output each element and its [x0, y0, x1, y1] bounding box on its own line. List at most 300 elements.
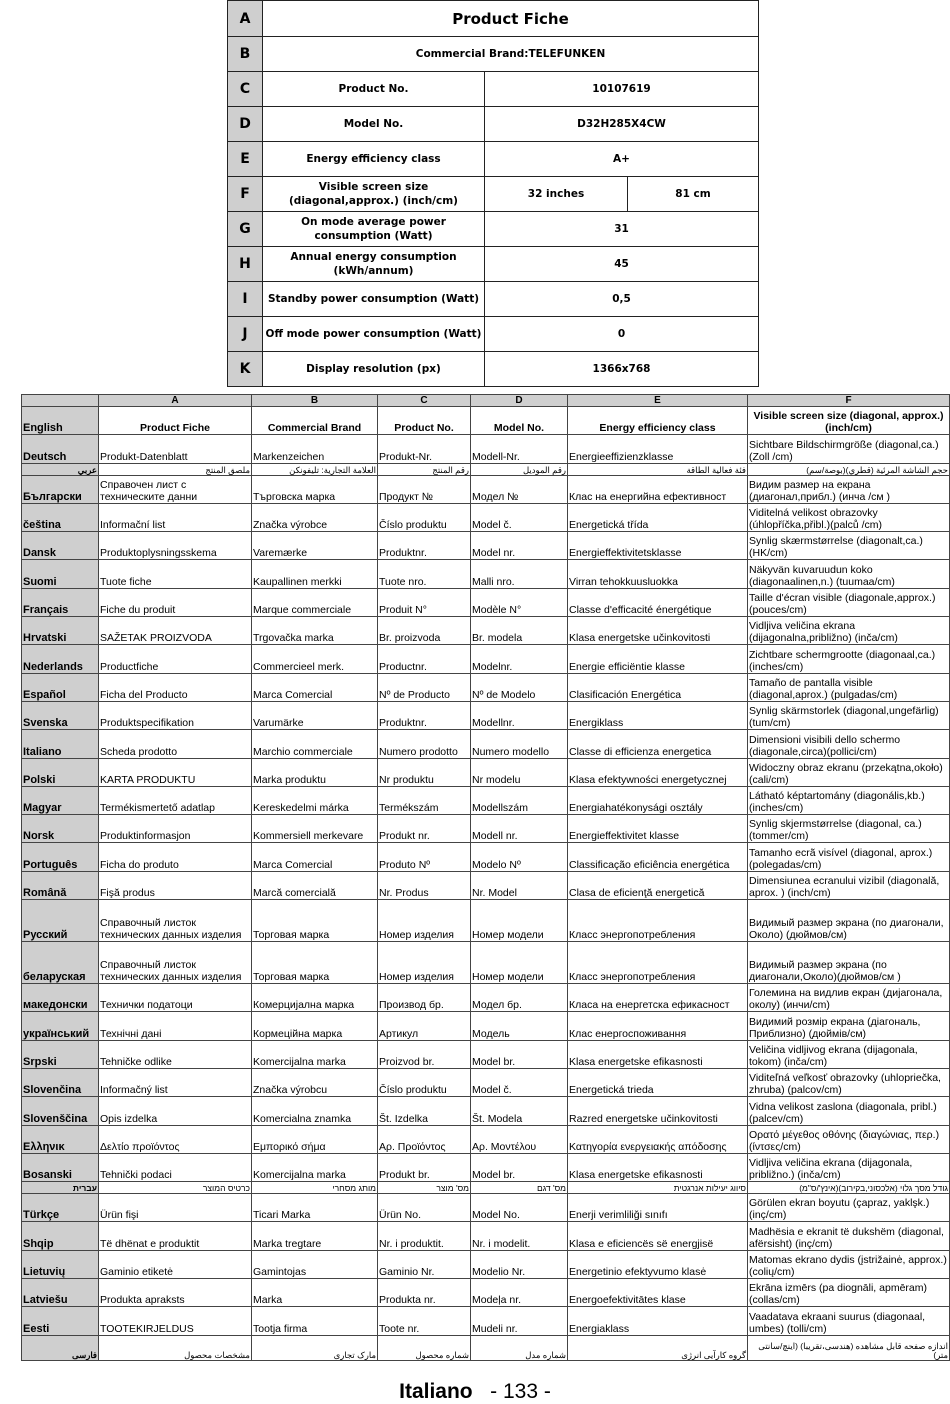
- translation-cell-b: Trgovačka marka: [252, 617, 378, 645]
- column-letter: F: [748, 395, 950, 407]
- translation-cell-d: Nr modelu: [471, 758, 568, 786]
- translation-cell-b: Ticari Marka: [252, 1194, 378, 1222]
- translation-cell-c: Номер изделия: [378, 900, 471, 942]
- language-row: [22, 645, 950, 673]
- translation-cell-b: Značka výrobce: [252, 503, 378, 531]
- translation-cell-a: Tehnički podaci: [99, 1153, 252, 1181]
- translation-cell-d: מס' דגם: [471, 1182, 568, 1194]
- language-row: [22, 871, 950, 899]
- fiche-row-letter: I: [228, 282, 263, 317]
- fiche-row: [228, 37, 759, 72]
- translation-cell-b: Kommersiell merkevare: [252, 815, 378, 843]
- translation-cell-f: Vidna velikost zaslona (diagonala, pribl.) (palcev/cm): [748, 1097, 950, 1125]
- fiche-row: [228, 317, 759, 352]
- translation-cell-f: Видимий розмір екрана (діагональ, Приблизно) (дюймів/см): [748, 1012, 950, 1040]
- language-name: Français: [22, 588, 99, 616]
- translation-cell-a: Технічні дані: [99, 1012, 252, 1040]
- translation-cell-d: Nº de Modelo: [471, 673, 568, 701]
- translation-cell-c: Gaminio Nr.: [378, 1250, 471, 1278]
- translation-cell-c: Produkta nr.: [378, 1279, 471, 1307]
- translation-cell-c: Termékszám: [378, 786, 471, 814]
- translation-cell-f: Ekrāna izmērs (pa diognāli, apmēram) (collas/cm): [748, 1279, 950, 1307]
- translation-cell-d: Номер модели: [471, 900, 568, 942]
- translation-cell-b: Commercieel merk.: [252, 645, 378, 673]
- translation-cell-e: Energoefektivitātes klase: [568, 1279, 748, 1307]
- fiche-row-value: 31: [485, 212, 759, 247]
- language-name: Lietuvių: [22, 1250, 99, 1278]
- language-name: Română: [22, 871, 99, 899]
- translation-cell-b: Комерцијална марка: [252, 984, 378, 1012]
- translation-cell-a: Справочный листок технических данных изделия: [99, 942, 252, 984]
- translation-cell-b: Marchio commerciale: [252, 730, 378, 758]
- translation-cell-f: Viditelná velikost obrazovky (úhlopříčka,přibl.)(palců /cm): [748, 503, 950, 531]
- fiche-row: [228, 72, 759, 107]
- fiche-row-label: Off mode power consumption (Watt): [263, 317, 485, 352]
- language-row: [22, 843, 950, 871]
- translation-cell-c: Nr. Produs: [378, 871, 471, 899]
- translation-cell-d: Модель: [471, 1012, 568, 1040]
- translation-cell-c: Product No.: [378, 407, 471, 435]
- language-name: Slovenščina: [22, 1097, 99, 1125]
- translation-cell-f: Görülen ekran boyutu (çapraz, yaklşk.) (inç/cm): [748, 1194, 950, 1222]
- translation-cell-a: Ficha do produto: [99, 843, 252, 871]
- language-row: [22, 1040, 950, 1068]
- translation-cell-d: Modellszám: [471, 786, 568, 814]
- page-footer: [0, 1380, 950, 1404]
- translation-cell-c: Продукт №: [378, 475, 471, 503]
- fiche-row: [228, 247, 759, 282]
- fiche-row-label: Product Fiche: [263, 1, 759, 37]
- translation-cell-f: Видимый размер экрана (по диагонали, Около) (дюймов/см): [748, 900, 950, 942]
- translation-cell-d: Modellnr.: [471, 701, 568, 729]
- translation-cell-f: Viditeľná veľkosť obrazovky (uhlopriečka, zhruba) (palcov/cm): [748, 1068, 950, 1096]
- translation-cell-d: Model No.: [471, 1194, 568, 1222]
- language-row: [22, 1194, 950, 1222]
- translation-cell-f: Widoczny obraz ekranu (przekątna,około)(cali/cm): [748, 758, 950, 786]
- translation-cell-b: Торговая марка: [252, 942, 378, 984]
- language-row: [22, 1250, 950, 1278]
- translation-cell-f: Tamanho ecrã visível (diagonal, aprox.) (polegadas/cm): [748, 843, 950, 871]
- translation-cell-a: Produktspecifikation: [99, 701, 252, 729]
- fiche-row-letter: A: [228, 1, 263, 37]
- translation-cell-b: Tootja firma: [252, 1307, 378, 1335]
- language-row: [22, 758, 950, 786]
- translation-cell-c: Proizvod br.: [378, 1040, 471, 1068]
- translation-cell-c: Číslo produktu: [378, 1068, 471, 1096]
- fiche-row-letter: K: [228, 352, 263, 387]
- fiche-row-letter: B: [228, 37, 263, 72]
- translation-cell-b: Markenzeichen: [252, 435, 378, 463]
- language-name: Svenska: [22, 701, 99, 729]
- translation-cell-a: TOOTEKIRJELDUS: [99, 1307, 252, 1335]
- translation-cell-d: Model č.: [471, 503, 568, 531]
- language-row: [22, 1097, 950, 1125]
- language-row: [22, 984, 950, 1012]
- translation-cell-f: اندازه صفحه قابل مشاهده (هندسی،تقریبا) (اینچ/سانتی متر): [748, 1335, 950, 1360]
- translation-cell-c: Артикул: [378, 1012, 471, 1040]
- translation-cell-a: Tuote fiche: [99, 560, 252, 588]
- translation-cell-b: Komercialna znamka: [252, 1097, 378, 1125]
- fiche-row: [228, 1, 759, 37]
- translation-cell-b: العلامة التجارية: تليفونكن: [252, 463, 378, 475]
- translation-cell-c: Nº de Producto: [378, 673, 471, 701]
- translation-cell-d: Модел бр.: [471, 984, 568, 1012]
- translation-cell-b: Varumärke: [252, 701, 378, 729]
- translation-cell-d: Модел №: [471, 475, 568, 503]
- fiche-row-value: 45: [485, 247, 759, 282]
- translation-cell-d: Model No.: [471, 407, 568, 435]
- translation-cell-d: شماره مدل: [471, 1335, 568, 1360]
- translation-cell-b: Značka výrobcu: [252, 1068, 378, 1096]
- translation-cell-b: Εμπορικό σήμα: [252, 1125, 378, 1153]
- translation-cell-b: Marka tregtare: [252, 1222, 378, 1250]
- language-row: [22, 1335, 950, 1360]
- language-row: [22, 1182, 950, 1194]
- translation-cell-e: Energie efficiëntie klasse: [568, 645, 748, 673]
- translation-cell-f: Synlig skärmstorlek (diagonal,ungefärlig) (tum/cm): [748, 701, 950, 729]
- translation-cell-c: Tuote nro.: [378, 560, 471, 588]
- language-row: [22, 730, 950, 758]
- translation-cell-d: Model nr.: [471, 532, 568, 560]
- translation-cell-c: رقم المنتج: [378, 463, 471, 475]
- fiche-row-letter: H: [228, 247, 263, 282]
- translation-cell-b: Marca Comercial: [252, 673, 378, 701]
- translation-cell-c: Číslo produktu: [378, 503, 471, 531]
- translation-cell-f: Ορατό μέγεθος οθόνης (διαγώνιας, περ.) (ίντσες/cm): [748, 1125, 950, 1153]
- language-name: عربي: [22, 463, 99, 475]
- language-row: [22, 588, 950, 616]
- language-row: [22, 900, 950, 942]
- translation-cell-a: Fişă produs: [99, 871, 252, 899]
- language-row: [22, 1222, 950, 1250]
- language-row: [22, 1068, 950, 1096]
- fiche-row: [228, 282, 759, 317]
- language-row: [22, 942, 950, 984]
- fiche-row-letter: C: [228, 72, 263, 107]
- translation-cell-f: Näkyvän kuvaruudun koko (diagonaalinen,n.) (tuumaa/cm): [748, 560, 950, 588]
- translation-cell-a: ملصق المنتج: [99, 463, 252, 475]
- fiche-row: [228, 352, 759, 387]
- translation-cell-a: Termékismertető adatlap: [99, 786, 252, 814]
- language-row: [22, 463, 950, 475]
- fiche-row: [228, 142, 759, 177]
- translation-cell-b: Komercijalna marka: [252, 1153, 378, 1181]
- translation-cell-d: Modelio Nr.: [471, 1250, 568, 1278]
- fiche-row-label: Product No.: [263, 72, 485, 107]
- fiche-row-value: 32 inches: [485, 177, 628, 212]
- fiche-row-label: Display resolution (px): [263, 352, 485, 387]
- translation-cell-a: Справочный листок технических данных изделия: [99, 900, 252, 942]
- fiche-row-label: Annual energy consumption (kWh/annum): [263, 247, 485, 282]
- language-row: [22, 786, 950, 814]
- language-row: [22, 560, 950, 588]
- translation-cell-f: Vidljiva veličina ekrana (dijagonalna,približno) (inča/cm): [748, 617, 950, 645]
- language-name: English: [22, 407, 99, 435]
- translation-cell-f: Dimensioni visibili dello schermo (diagonale,circa)(pollici/cm): [748, 730, 950, 758]
- translation-cell-d: Modelo Nº: [471, 843, 568, 871]
- translation-cell-c: Br. proizvoda: [378, 617, 471, 645]
- language-name: Suomi: [22, 560, 99, 588]
- translation-cell-f: Látható képtartomány (diagonális,kb.) (inches/cm): [748, 786, 950, 814]
- translation-cell-d: Modell nr.: [471, 815, 568, 843]
- translation-cell-a: Ficha del Producto: [99, 673, 252, 701]
- language-name: Deutsch: [22, 435, 99, 463]
- language-name: čeština: [22, 503, 99, 531]
- translation-cell-b: Marca Comercial: [252, 843, 378, 871]
- translation-cell-e: Virran tehokkuusluokka: [568, 560, 748, 588]
- translation-cell-c: Produkt br.: [378, 1153, 471, 1181]
- translation-cell-e: Energetická třída: [568, 503, 748, 531]
- corner-cell: [22, 395, 99, 407]
- translation-cell-f: Видим размер на екрана (диагонал,прибл.) (инча /см ): [748, 475, 950, 503]
- translation-cell-c: Nr produktu: [378, 758, 471, 786]
- translation-cell-a: Справочен лист с техническите данни: [99, 475, 252, 503]
- fiche-row: [228, 212, 759, 247]
- translation-cell-b: Търговска марка: [252, 475, 378, 503]
- translation-cell-c: Nr. i produktit.: [378, 1222, 471, 1250]
- translation-cell-c: Št. Izdelka: [378, 1097, 471, 1125]
- translation-cell-c: شماره محصول: [378, 1335, 471, 1360]
- translation-cell-a: Productfiche: [99, 645, 252, 673]
- translation-cell-f: Големина на видлив екран (дијагонала, околу) (инчи/cm): [748, 984, 950, 1012]
- translation-cell-e: Класа на енергетска ефикасност: [568, 984, 748, 1012]
- translation-cell-a: Scheda prodotto: [99, 730, 252, 758]
- translation-cell-e: Клас на енергийна ефективност: [568, 475, 748, 503]
- translation-cell-e: Energiaklass: [568, 1307, 748, 1335]
- translation-cell-c: Produit N°: [378, 588, 471, 616]
- translation-cell-d: Modelnr.: [471, 645, 568, 673]
- column-letter: E: [568, 395, 748, 407]
- language-row: [22, 815, 950, 843]
- translation-cell-a: Produkt-Datenblatt: [99, 435, 252, 463]
- translation-cell-d: Br. modela: [471, 617, 568, 645]
- translation-cell-f: Synlig skjermstørrelse (diagonal, ca.) (tommer/cm): [748, 815, 950, 843]
- language-row: [22, 503, 950, 531]
- language-name: македонски: [22, 984, 99, 1012]
- fiche-row-label: Commercial Brand:TELEFUNKEN: [263, 37, 759, 72]
- translation-cell-e: Energieeffizienzklasse: [568, 435, 748, 463]
- language-row: [22, 1153, 950, 1181]
- translation-cell-e: Energiklass: [568, 701, 748, 729]
- translation-cell-f: حجم الشاشة المرئية (قطري)(بوصة/سم): [748, 463, 950, 475]
- translation-cell-b: Kereskedelmi márka: [252, 786, 378, 814]
- translation-cell-e: Classe d'efficacité énergétique: [568, 588, 748, 616]
- fiche-row-value: 0: [485, 317, 759, 352]
- translation-cell-c: Produkt nr.: [378, 815, 471, 843]
- translation-cell-e: Classificação eficiência energética: [568, 843, 748, 871]
- translation-cell-d: Modèle N°: [471, 588, 568, 616]
- translation-cell-e: Клас енергоспоживання: [568, 1012, 748, 1040]
- translation-cell-d: Nr. i modelit.: [471, 1222, 568, 1250]
- translation-cell-d: Modell-Nr.: [471, 435, 568, 463]
- translation-cell-b: Кормеційна марка: [252, 1012, 378, 1040]
- fiche-row-letter: J: [228, 317, 263, 352]
- column-letter: C: [378, 395, 471, 407]
- translation-cell-c: Produktnr.: [378, 701, 471, 729]
- language-name: Ελληνικ: [22, 1125, 99, 1153]
- translation-cell-d: Št. Modela: [471, 1097, 568, 1125]
- translation-cell-e: Energetická trieda: [568, 1068, 748, 1096]
- translation-cell-b: Marka produktu: [252, 758, 378, 786]
- language-name: український: [22, 1012, 99, 1040]
- translation-cell-a: مشخصات محصول: [99, 1335, 252, 1360]
- translation-cell-a: Tehničke odlike: [99, 1040, 252, 1068]
- language-name: Italiano: [22, 730, 99, 758]
- translation-cell-a: SAŽETAK PROIZVODA: [99, 617, 252, 645]
- translation-cell-d: Model č.: [471, 1068, 568, 1096]
- translation-cell-f: Taille d'écran visible (diagonale,approx.) (pouces/cm): [748, 588, 950, 616]
- translation-cell-a: Produktoplysningsskema: [99, 532, 252, 560]
- translation-cell-c: Toote nr.: [378, 1307, 471, 1335]
- translation-cell-d: Номер модели: [471, 942, 568, 984]
- translation-cell-b: Marque commerciale: [252, 588, 378, 616]
- fiche-row-letter: D: [228, 107, 263, 142]
- language-name: Latviešu: [22, 1279, 99, 1307]
- translation-cell-a: Product Fiche: [99, 407, 252, 435]
- fiche-row-value: 1366x768: [485, 352, 759, 387]
- language-name: עברית: [22, 1182, 99, 1194]
- language-name: Português: [22, 843, 99, 871]
- footer-language: Italiano: [399, 1380, 473, 1403]
- translation-cell-f: Видимый размер экрана (по диагонали,Около)(дюймов/см ): [748, 942, 950, 984]
- translation-cell-e: Energiahatékonysági osztály: [568, 786, 748, 814]
- translation-cell-e: گروه کارآیی انرژی: [568, 1335, 748, 1360]
- translation-cell-a: Informačný list: [99, 1068, 252, 1096]
- language-row: [22, 701, 950, 729]
- language-row: [22, 617, 950, 645]
- language-name: беларуская: [22, 942, 99, 984]
- language-name: Türkçe: [22, 1194, 99, 1222]
- translation-cell-a: Ürün fişi: [99, 1194, 252, 1222]
- language-row: [22, 475, 950, 503]
- footer-page-number: - 133 -: [490, 1380, 551, 1403]
- translation-cell-e: Klasa energetske učinkovitosti: [568, 617, 748, 645]
- translation-cell-b: Торговая марка: [252, 900, 378, 942]
- translation-cell-f: Vaadatava ekraani suurus (diagonaal, umbes) (tolli/cm): [748, 1307, 950, 1335]
- language-name: Español: [22, 673, 99, 701]
- product-fiche-table: [227, 0, 759, 387]
- language-name: Български: [22, 475, 99, 503]
- translation-cell-c: Produkt-Nr.: [378, 435, 471, 463]
- translation-cell-e: Energieffektivitetsklasse: [568, 532, 748, 560]
- translation-cell-f: Tamaño de pantalla visible (diagonal,aprox.) (pulgadas/cm): [748, 673, 950, 701]
- column-letter: A: [99, 395, 252, 407]
- column-letter: D: [471, 395, 568, 407]
- translation-cell-e: Klasa energetske efikasnosti: [568, 1040, 748, 1068]
- translation-cell-e: Klasa efektywności energetycznej: [568, 758, 748, 786]
- translation-cell-e: Energieffektivitet klasse: [568, 815, 748, 843]
- fiche-row-label: Visible screen size (diagonal,approx.) (inch/cm): [263, 177, 485, 212]
- translation-cell-b: מותג מסחרי: [252, 1182, 378, 1194]
- translation-cell-d: Mudeli nr.: [471, 1307, 568, 1335]
- translation-cell-a: כרטיס המוצר: [99, 1182, 252, 1194]
- language-row: [22, 532, 950, 560]
- translation-cell-e: Класс энергопотребления: [568, 900, 748, 942]
- translation-cell-c: מס' מוצר: [378, 1182, 471, 1194]
- translation-cell-b: Marka: [252, 1279, 378, 1307]
- language-name: Shqip: [22, 1222, 99, 1250]
- language-name: Dansk: [22, 532, 99, 560]
- translation-cell-e: Energy efficiency class: [568, 407, 748, 435]
- column-letter-row: [22, 395, 950, 407]
- language-row: [22, 673, 950, 701]
- translation-cell-a: Informační list: [99, 503, 252, 531]
- translation-cell-e: Klasa energetske efikasnosti: [568, 1153, 748, 1181]
- language-name: Slovenčina: [22, 1068, 99, 1096]
- translation-cell-e: فئة فعالية الطاقة: [568, 463, 748, 475]
- translation-cell-c: Produktnr.: [378, 532, 471, 560]
- multilingual-table: [21, 394, 950, 1361]
- language-name: فارسی: [22, 1335, 99, 1360]
- translation-cell-e: Κατηγορία ενεργειακής απόδοσης: [568, 1125, 748, 1153]
- translation-cell-f: Veličina vidljivog ekrana (dijagonala, tokom) (inča/cm): [748, 1040, 950, 1068]
- translation-cell-f: Vidljiva veličina ekrana (dijagonala, približno.) (inča/cm): [748, 1153, 950, 1181]
- language-name: Norsk: [22, 815, 99, 843]
- column-letter: B: [252, 395, 378, 407]
- language-name: Nederlands: [22, 645, 99, 673]
- translation-cell-f: Synlig skærmstørrelse (diagonalt,ca.) (HK/cm): [748, 532, 950, 560]
- translation-cell-a: Gaminio etiketė: [99, 1250, 252, 1278]
- translation-cell-c: Ürün No.: [378, 1194, 471, 1222]
- translation-cell-a: KARTA PRODUKTU: [99, 758, 252, 786]
- language-row: [22, 1307, 950, 1335]
- translation-cell-d: Αρ. Μοντέλου: [471, 1125, 568, 1153]
- translation-cell-a: Produkta apraksts: [99, 1279, 252, 1307]
- fiche-row-value: 10107619: [485, 72, 759, 107]
- fiche-row-value: 0,5: [485, 282, 759, 317]
- translation-cell-a: Opis izdelka: [99, 1097, 252, 1125]
- translation-cell-c: Produto Nº: [378, 843, 471, 871]
- fiche-row-value: A+: [485, 142, 759, 177]
- fiche-row-value-secondary: 81 cm: [628, 177, 759, 212]
- fiche-row-label: Energy efficiency class: [263, 142, 485, 177]
- language-row: [22, 1279, 950, 1307]
- translation-cell-a: Технички податоци: [99, 984, 252, 1012]
- translation-cell-b: Komercijalna marka: [252, 1040, 378, 1068]
- translation-cell-d: Model br.: [471, 1040, 568, 1068]
- translation-cell-b: Gamintojas: [252, 1250, 378, 1278]
- language-name: Eesti: [22, 1307, 99, 1335]
- translation-cell-b: Varemærke: [252, 532, 378, 560]
- fiche-row-label: On mode average power consumption (Watt): [263, 212, 485, 247]
- translation-cell-b: Marcă comercială: [252, 871, 378, 899]
- translation-cell-b: مارک تجاری: [252, 1335, 378, 1360]
- translation-cell-a: Δελτίο προϊόντος: [99, 1125, 252, 1153]
- translation-cell-c: Номер изделия: [378, 942, 471, 984]
- language-name: Polski: [22, 758, 99, 786]
- translation-cell-e: Razred energetske učinkovitosti: [568, 1097, 748, 1125]
- translation-cell-a: Produktinformasjon: [99, 815, 252, 843]
- translation-cell-f: גודל מסך גלוי (אלכסוני,בקירוב)(אינץ'/ס"מ): [748, 1182, 950, 1194]
- language-name: Русский: [22, 900, 99, 942]
- translation-cell-f: Visible screen size (diagonal, approx.) (inch/cm): [748, 407, 950, 435]
- translation-cell-c: Productnr.: [378, 645, 471, 673]
- translation-cell-e: Класс энергопотребления: [568, 942, 748, 984]
- language-row: [22, 1012, 950, 1040]
- translation-cell-a: Të dhënat e produktit: [99, 1222, 252, 1250]
- translation-cell-f: Zichtbare schermgrootte (diagonaal,ca.) (inches/cm): [748, 645, 950, 673]
- translation-cell-e: Clasificación Energética: [568, 673, 748, 701]
- translation-cell-c: Numero prodotto: [378, 730, 471, 758]
- translation-cell-e: Clasa de eficienţă energetică: [568, 871, 748, 899]
- language-name: Srpski: [22, 1040, 99, 1068]
- fiche-row-letter: F: [228, 177, 263, 212]
- fiche-row: [228, 177, 759, 212]
- translation-cell-f: Madhësia e ekranit të dukshëm (diagonal, afërsisht) (inç/cm): [748, 1222, 950, 1250]
- translation-cell-e: Klasa e eficiencës së energjisë: [568, 1222, 748, 1250]
- fiche-row-letter: E: [228, 142, 263, 177]
- fiche-row: [228, 107, 759, 142]
